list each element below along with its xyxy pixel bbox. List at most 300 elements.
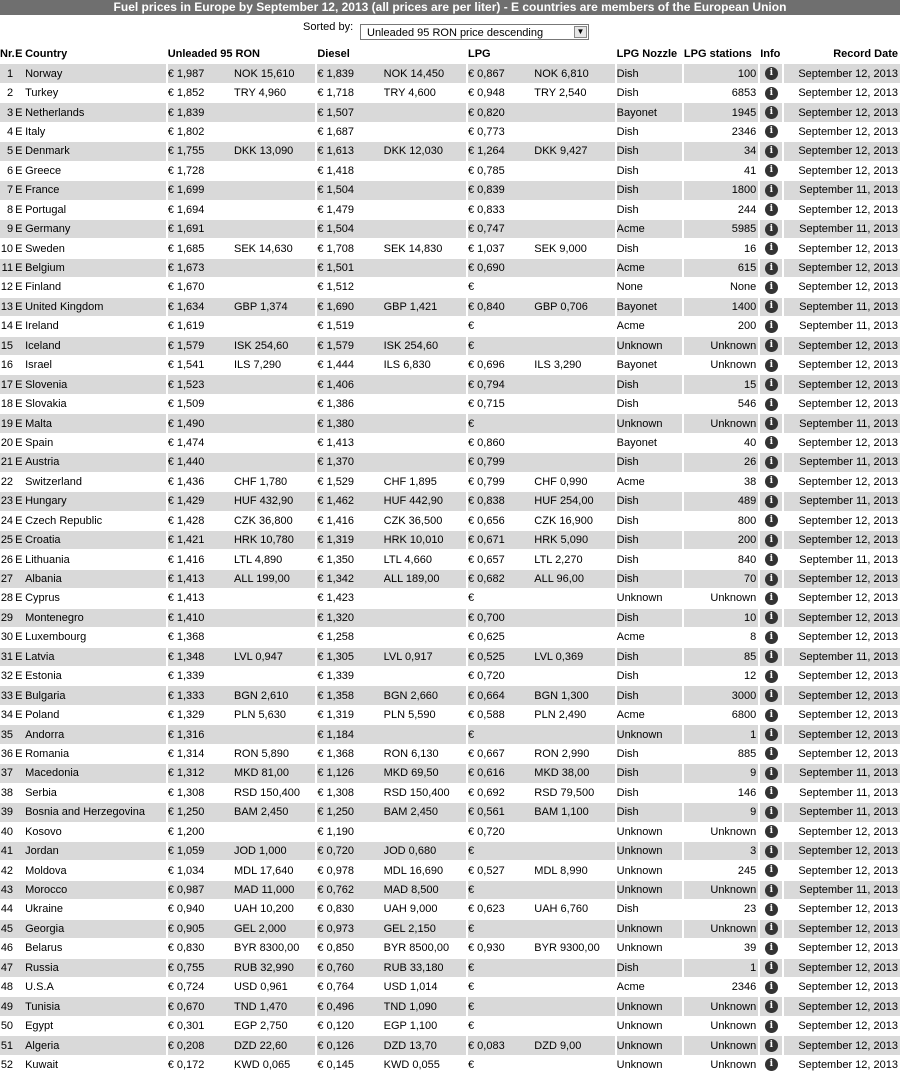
row-lpg-nozzle: Dish bbox=[617, 764, 682, 783]
row-unleaded-local: MAD 11,000 bbox=[234, 880, 315, 899]
info-icon[interactable]: i bbox=[765, 436, 778, 449]
row-eu-flag: E bbox=[15, 550, 25, 569]
info-icon[interactable]: i bbox=[765, 398, 778, 411]
row-lpg-nozzle: Unknown bbox=[617, 589, 682, 608]
row-diesel-local: RUB 33,180 bbox=[384, 958, 466, 977]
row-unleaded-local: GBP 1,374 bbox=[234, 297, 315, 316]
sort-select-value: Unleaded 95 RON price descending bbox=[367, 27, 544, 39]
table-row bbox=[0, 511, 900, 530]
row-lpg-stations: 15 bbox=[684, 375, 758, 394]
info-icon[interactable]: i bbox=[765, 534, 778, 547]
info-icon[interactable]: i bbox=[765, 592, 778, 605]
col-eu[interactable]: E bbox=[15, 45, 25, 64]
col-diesel[interactable]: Diesel bbox=[317, 45, 466, 64]
row-unleaded-eur: € 0,301 bbox=[168, 1016, 234, 1035]
row-record-date: September 12, 2013 bbox=[784, 861, 900, 880]
info-icon[interactable]: i bbox=[765, 747, 778, 760]
row-unleaded-local: TND 1,470 bbox=[234, 997, 315, 1016]
row-unleaded-local bbox=[234, 394, 315, 413]
info-icon[interactable]: i bbox=[765, 961, 778, 974]
row-diesel-eur: € 1,319 bbox=[317, 705, 383, 724]
row-unleaded-local: USD 0,961 bbox=[234, 978, 315, 997]
row-unleaded-local: NOK 15,610 bbox=[234, 64, 315, 83]
row-lpg-local bbox=[534, 1016, 614, 1035]
row-lpg-stations: None bbox=[684, 278, 758, 297]
row-diesel-local: LVL 0,917 bbox=[384, 647, 466, 666]
info-icon[interactable]: i bbox=[765, 903, 778, 916]
info-icon[interactable]: i bbox=[765, 262, 778, 275]
row-lpg-nozzle: Bayonet bbox=[617, 356, 682, 375]
table-row bbox=[0, 725, 900, 744]
row-lpg-nozzle: Dish bbox=[617, 608, 682, 627]
info-icon[interactable]: i bbox=[765, 1000, 778, 1013]
row-unleaded-local bbox=[234, 200, 315, 219]
row-record-date: September 12, 2013 bbox=[784, 686, 900, 705]
row-eu-flag: E bbox=[15, 589, 25, 608]
row-unleaded-local: SEK 14,630 bbox=[234, 239, 315, 258]
row-nr: 52 bbox=[0, 1055, 15, 1074]
row-country: Croatia bbox=[25, 530, 166, 549]
row-unleaded-local bbox=[234, 414, 315, 433]
row-lpg-local: BYR 9300,00 bbox=[534, 939, 614, 958]
row-lpg-stations: 489 bbox=[684, 492, 758, 511]
info-icon[interactable]: i bbox=[765, 456, 778, 469]
row-lpg-nozzle: Dish bbox=[617, 161, 682, 180]
row-diesel-eur: € 1,305 bbox=[317, 647, 383, 666]
info-icon[interactable]: i bbox=[765, 223, 778, 236]
row-eu-flag bbox=[15, 822, 25, 841]
row-lpg-eur: € 0,820 bbox=[468, 103, 534, 122]
row-record-date: September 12, 2013 bbox=[784, 1036, 900, 1055]
row-lpg-nozzle: Unknown bbox=[617, 725, 682, 744]
row-info-cell bbox=[760, 394, 782, 413]
row-lpg-eur: € 0,785 bbox=[468, 161, 534, 180]
row-unleaded-local: RSD 150,400 bbox=[234, 783, 315, 802]
row-record-date: September 11, 2013 bbox=[784, 181, 900, 200]
row-country: Portugal bbox=[25, 200, 166, 219]
row-record-date: September 12, 2013 bbox=[784, 472, 900, 491]
info-icon[interactable]: i bbox=[765, 611, 778, 624]
table-row bbox=[0, 142, 900, 161]
row-eu-flag: E bbox=[15, 219, 25, 238]
row-lpg-nozzle: Dish bbox=[617, 64, 682, 83]
info-icon[interactable]: i bbox=[765, 806, 778, 819]
row-country: Belgium bbox=[25, 258, 166, 277]
row-unleaded-local: KWD 0,065 bbox=[234, 1055, 315, 1074]
row-country: Lithuania bbox=[25, 550, 166, 569]
row-record-date: September 12, 2013 bbox=[784, 258, 900, 277]
info-icon[interactable]: i bbox=[765, 495, 778, 508]
row-info-cell bbox=[760, 142, 782, 161]
table-row bbox=[0, 103, 900, 122]
table-row bbox=[0, 783, 900, 802]
info-icon[interactable]: i bbox=[765, 1020, 778, 1033]
row-diesel-local: USD 1,014 bbox=[384, 978, 466, 997]
row-info-cell bbox=[760, 919, 782, 938]
row-unleaded-eur: € 1,034 bbox=[168, 861, 234, 880]
row-lpg-eur: € bbox=[468, 1055, 534, 1074]
row-eu-flag bbox=[15, 64, 25, 83]
row-record-date: September 12, 2013 bbox=[784, 705, 900, 724]
row-diesel-eur: € 1,613 bbox=[317, 142, 383, 161]
row-info-cell bbox=[760, 997, 782, 1016]
row-info-cell bbox=[760, 297, 782, 316]
row-diesel-eur: € 1,501 bbox=[317, 258, 383, 277]
info-icon[interactable]: i bbox=[765, 67, 778, 80]
row-diesel-local: EGP 1,100 bbox=[384, 1016, 466, 1035]
row-diesel-eur: € 1,444 bbox=[317, 356, 383, 375]
row-nr: 34 bbox=[0, 705, 15, 724]
row-lpg-eur: € 0,839 bbox=[468, 181, 534, 200]
row-nr: 38 bbox=[0, 783, 15, 802]
info-icon[interactable]: i bbox=[765, 650, 778, 663]
row-diesel-eur: € 1,358 bbox=[317, 686, 383, 705]
row-unleaded-local: HRK 10,780 bbox=[234, 530, 315, 549]
table-row bbox=[0, 258, 900, 277]
row-nr: 23 bbox=[0, 492, 15, 511]
table-row bbox=[0, 958, 900, 977]
info-icon[interactable]: i bbox=[765, 514, 778, 527]
row-diesel-eur: € 1,368 bbox=[317, 744, 383, 763]
row-diesel-local bbox=[384, 122, 466, 141]
row-diesel-eur: € 0,973 bbox=[317, 919, 383, 938]
row-nr: 46 bbox=[0, 939, 15, 958]
row-lpg-stations: 9 bbox=[684, 764, 758, 783]
row-record-date: September 11, 2013 bbox=[784, 414, 900, 433]
row-diesel-eur: € 1,504 bbox=[317, 181, 383, 200]
table-row bbox=[0, 647, 900, 666]
row-unleaded-eur: € 1,314 bbox=[168, 744, 234, 763]
info-icon[interactable]: i bbox=[765, 981, 778, 994]
row-info-cell bbox=[760, 414, 782, 433]
row-lpg-nozzle: Unknown bbox=[617, 822, 682, 841]
info-icon[interactable]: i bbox=[765, 242, 778, 255]
row-lpg-stations: 885 bbox=[684, 744, 758, 763]
info-icon[interactable]: i bbox=[765, 320, 778, 333]
row-lpg-nozzle: Acme bbox=[617, 317, 682, 336]
row-lpg-nozzle: Unknown bbox=[617, 939, 682, 958]
row-country: Slovenia bbox=[25, 375, 166, 394]
row-lpg-nozzle: Unknown bbox=[617, 841, 682, 860]
row-lpg-nozzle: Dish bbox=[617, 686, 682, 705]
info-icon[interactable]: i bbox=[765, 106, 778, 119]
row-diesel-local: JOD 0,680 bbox=[384, 841, 466, 860]
row-diesel-local bbox=[384, 453, 466, 472]
info-icon[interactable]: i bbox=[765, 922, 778, 935]
col-lpg-nozzle[interactable]: LPG Nozzle bbox=[617, 45, 682, 64]
info-icon[interactable]: i bbox=[765, 864, 778, 877]
sort-select[interactable] bbox=[360, 24, 589, 40]
row-lpg-eur: € bbox=[468, 841, 534, 860]
table-row bbox=[0, 356, 900, 375]
row-country: Israel bbox=[25, 356, 166, 375]
row-diesel-local: HUF 442,90 bbox=[384, 492, 466, 511]
row-lpg-nozzle: Dish bbox=[617, 492, 682, 511]
row-country: Greece bbox=[25, 161, 166, 180]
row-lpg-local: CHF 0,990 bbox=[534, 472, 614, 491]
row-diesel-local: DZD 13,70 bbox=[384, 1036, 466, 1055]
row-lpg-nozzle: Dish bbox=[617, 900, 682, 919]
row-record-date: September 12, 2013 bbox=[784, 433, 900, 452]
table-row bbox=[0, 64, 900, 83]
info-icon[interactable]: i bbox=[765, 145, 778, 158]
row-eu-flag bbox=[15, 83, 25, 102]
row-lpg-eur: € 0,838 bbox=[468, 492, 534, 511]
row-info-cell bbox=[760, 744, 782, 763]
row-lpg-local: NOK 6,810 bbox=[534, 64, 614, 83]
row-record-date: September 12, 2013 bbox=[784, 569, 900, 588]
info-icon[interactable]: i bbox=[765, 378, 778, 391]
row-lpg-local: HRK 5,090 bbox=[534, 530, 614, 549]
row-diesel-local: MDL 16,690 bbox=[384, 861, 466, 880]
row-lpg-local bbox=[534, 958, 614, 977]
row-country: Cyprus bbox=[25, 589, 166, 608]
row-lpg-local bbox=[534, 394, 614, 413]
row-eu-flag: E bbox=[15, 492, 25, 511]
row-lpg-nozzle: Bayonet bbox=[617, 103, 682, 122]
row-eu-flag: E bbox=[15, 628, 25, 647]
row-unleaded-eur: € 1,429 bbox=[168, 492, 234, 511]
row-nr: 12 bbox=[0, 278, 15, 297]
row-diesel-eur: € 1,462 bbox=[317, 492, 383, 511]
row-diesel-eur: € 1,126 bbox=[317, 764, 383, 783]
row-diesel-local bbox=[384, 667, 466, 686]
row-unleaded-local bbox=[234, 628, 315, 647]
info-icon[interactable]: i bbox=[765, 689, 778, 702]
info-icon[interactable]: i bbox=[765, 475, 778, 488]
row-diesel-local: HRK 10,010 bbox=[384, 530, 466, 549]
col-lpg[interactable]: LPG bbox=[468, 45, 615, 64]
row-diesel-eur: € 1,708 bbox=[317, 239, 383, 258]
info-icon[interactable]: i bbox=[765, 203, 778, 216]
col-country[interactable]: Country bbox=[25, 45, 166, 64]
table-row bbox=[0, 667, 900, 686]
row-country: Austria bbox=[25, 453, 166, 472]
row-lpg-nozzle: Unknown bbox=[617, 1016, 682, 1035]
table-row bbox=[0, 939, 900, 958]
row-diesel-local: CHF 1,895 bbox=[384, 472, 466, 491]
row-record-date: September 12, 2013 bbox=[784, 744, 900, 763]
row-unleaded-local bbox=[234, 181, 315, 200]
row-eu-flag bbox=[15, 841, 25, 860]
row-eu-flag bbox=[15, 608, 25, 627]
table-row bbox=[0, 492, 900, 511]
table-row bbox=[0, 239, 900, 258]
row-lpg-local: LTL 2,270 bbox=[534, 550, 614, 569]
row-nr: 6 bbox=[0, 161, 15, 180]
table-row bbox=[0, 978, 900, 997]
table-row bbox=[0, 200, 900, 219]
row-nr: 11 bbox=[0, 258, 15, 277]
table-row bbox=[0, 705, 900, 724]
table-row bbox=[0, 394, 900, 413]
row-unleaded-local bbox=[234, 667, 315, 686]
info-icon[interactable]: i bbox=[765, 728, 778, 741]
row-lpg-local bbox=[534, 997, 614, 1016]
info-icon[interactable]: i bbox=[765, 631, 778, 644]
row-diesel-local: DKK 12,030 bbox=[384, 142, 466, 161]
row-lpg-local bbox=[534, 278, 614, 297]
row-lpg-nozzle: Unknown bbox=[617, 919, 682, 938]
chevron-down-icon[interactable]: ▼ bbox=[574, 26, 587, 38]
row-lpg-local bbox=[534, 317, 614, 336]
row-eu-flag bbox=[15, 356, 25, 375]
row-lpg-eur: € 0,664 bbox=[468, 686, 534, 705]
row-lpg-stations: 85 bbox=[684, 647, 758, 666]
row-lpg-nozzle: Unknown bbox=[617, 414, 682, 433]
row-diesel-eur: € 1,258 bbox=[317, 628, 383, 647]
info-icon[interactable]: i bbox=[765, 281, 778, 294]
row-country: United Kingdom bbox=[25, 297, 166, 316]
info-icon[interactable]: i bbox=[765, 339, 778, 352]
table-row bbox=[0, 628, 900, 647]
row-country: Poland bbox=[25, 705, 166, 724]
row-lpg-stations: 800 bbox=[684, 511, 758, 530]
row-lpg-stations: Unknown bbox=[684, 589, 758, 608]
row-eu-flag: E bbox=[15, 278, 25, 297]
row-lpg-nozzle: Acme bbox=[617, 628, 682, 647]
info-icon[interactable]: i bbox=[765, 359, 778, 372]
row-country: Italy bbox=[25, 122, 166, 141]
row-lpg-local: UAH 6,760 bbox=[534, 900, 614, 919]
row-diesel-local bbox=[384, 822, 466, 841]
info-icon[interactable]: i bbox=[765, 125, 778, 138]
info-icon[interactable]: i bbox=[765, 786, 778, 799]
row-lpg-local bbox=[534, 453, 614, 472]
row-record-date: September 11, 2013 bbox=[784, 317, 900, 336]
table-row bbox=[0, 900, 900, 919]
row-lpg-local: MKD 38,00 bbox=[534, 764, 614, 783]
row-info-cell bbox=[760, 725, 782, 744]
info-icon[interactable]: i bbox=[765, 884, 778, 897]
info-icon[interactable]: i bbox=[765, 767, 778, 780]
row-lpg-nozzle: Acme bbox=[617, 472, 682, 491]
row-nr: 51 bbox=[0, 1036, 15, 1055]
col-unleaded[interactable]: Unleaded 95 RON bbox=[168, 45, 316, 64]
info-icon[interactable]: i bbox=[765, 1058, 778, 1071]
row-lpg-local bbox=[534, 725, 614, 744]
info-icon[interactable]: i bbox=[765, 184, 778, 197]
row-nr: 49 bbox=[0, 997, 15, 1016]
row-lpg-local: DKK 9,427 bbox=[534, 142, 614, 161]
info-icon[interactable]: i bbox=[765, 845, 778, 858]
row-info-cell bbox=[760, 433, 782, 452]
col-record-date[interactable]: Record Date bbox=[784, 45, 900, 64]
row-diesel-local bbox=[384, 103, 466, 122]
info-icon[interactable]: i bbox=[765, 709, 778, 722]
row-info-cell bbox=[760, 589, 782, 608]
row-lpg-local bbox=[534, 336, 614, 355]
row-lpg-eur: € 0,930 bbox=[468, 939, 534, 958]
row-record-date: September 12, 2013 bbox=[784, 628, 900, 647]
row-info-cell bbox=[760, 492, 782, 511]
row-lpg-stations: Unknown bbox=[684, 919, 758, 938]
table-row bbox=[0, 1055, 900, 1074]
row-info-cell bbox=[760, 356, 782, 375]
row-unleaded-local: HUF 432,90 bbox=[234, 492, 315, 511]
row-lpg-eur: € 0,747 bbox=[468, 219, 534, 238]
row-eu-flag bbox=[15, 336, 25, 355]
row-lpg-local: HUF 254,00 bbox=[534, 492, 614, 511]
row-unleaded-local: BGN 2,610 bbox=[234, 686, 315, 705]
row-nr: 44 bbox=[0, 900, 15, 919]
row-lpg-stations: 1945 bbox=[684, 103, 758, 122]
info-icon[interactable]: i bbox=[765, 164, 778, 177]
row-unleaded-eur: € 1,579 bbox=[168, 336, 234, 355]
row-lpg-local bbox=[534, 978, 614, 997]
row-lpg-local: SEK 9,000 bbox=[534, 239, 614, 258]
row-lpg-eur: € 0,667 bbox=[468, 744, 534, 763]
row-lpg-eur: € bbox=[468, 317, 534, 336]
row-lpg-local bbox=[534, 841, 614, 860]
row-diesel-local: MKD 69,50 bbox=[384, 764, 466, 783]
row-nr: 45 bbox=[0, 919, 15, 938]
row-unleaded-eur: € 1,755 bbox=[168, 142, 234, 161]
info-icon[interactable]: i bbox=[765, 553, 778, 566]
row-unleaded-eur: € 1,673 bbox=[168, 258, 234, 277]
row-lpg-stations: 1400 bbox=[684, 297, 758, 316]
row-nr: 17 bbox=[0, 375, 15, 394]
row-eu-flag: E bbox=[15, 375, 25, 394]
row-country: Belarus bbox=[25, 939, 166, 958]
row-diesel-local bbox=[384, 200, 466, 219]
row-info-cell bbox=[760, 181, 782, 200]
row-unleaded-eur: € 1,802 bbox=[168, 122, 234, 141]
row-unleaded-eur: € 1,699 bbox=[168, 181, 234, 200]
row-unleaded-eur: € 0,940 bbox=[168, 900, 234, 919]
info-icon[interactable]: i bbox=[765, 87, 778, 100]
row-info-cell bbox=[760, 375, 782, 394]
row-nr: 32 bbox=[0, 667, 15, 686]
row-country: Macedonia bbox=[25, 764, 166, 783]
info-icon[interactable]: i bbox=[765, 417, 778, 430]
row-info-cell bbox=[760, 861, 782, 880]
row-diesel-eur: € 1,386 bbox=[317, 394, 383, 413]
row-eu-flag: E bbox=[15, 414, 25, 433]
row-unleaded-local: TRY 4,960 bbox=[234, 83, 315, 102]
row-info-cell bbox=[760, 453, 782, 472]
row-country: Czech Republic bbox=[25, 511, 166, 530]
row-record-date: September 11, 2013 bbox=[784, 453, 900, 472]
info-icon[interactable]: i bbox=[765, 825, 778, 838]
row-nr: 9 bbox=[0, 219, 15, 238]
info-icon[interactable]: i bbox=[765, 300, 778, 313]
row-unleaded-eur: € 1,541 bbox=[168, 356, 234, 375]
row-unleaded-local: UAH 10,200 bbox=[234, 900, 315, 919]
row-lpg-stations: 1 bbox=[684, 958, 758, 977]
row-country: Egypt bbox=[25, 1016, 166, 1035]
row-info-cell bbox=[760, 608, 782, 627]
row-diesel-eur: € 1,184 bbox=[317, 725, 383, 744]
info-icon[interactable]: i bbox=[765, 942, 778, 955]
col-nr[interactable]: Nr. bbox=[0, 45, 15, 64]
row-diesel-local: ALL 189,00 bbox=[384, 569, 466, 588]
info-icon[interactable]: i bbox=[765, 1039, 778, 1052]
row-diesel-eur: € 1,479 bbox=[317, 200, 383, 219]
info-icon[interactable]: i bbox=[765, 573, 778, 586]
col-lpg-stations[interactable]: LPG stations bbox=[684, 45, 758, 64]
row-record-date: September 12, 2013 bbox=[784, 997, 900, 1016]
row-nr: 39 bbox=[0, 803, 15, 822]
row-info-cell bbox=[760, 64, 782, 83]
row-info-cell bbox=[760, 841, 782, 860]
info-icon[interactable]: i bbox=[765, 670, 778, 683]
row-info-cell bbox=[760, 880, 782, 899]
row-lpg-nozzle: Dish bbox=[617, 83, 682, 102]
row-nr: 16 bbox=[0, 356, 15, 375]
row-eu-flag: E bbox=[15, 181, 25, 200]
row-lpg-stations: 9 bbox=[684, 803, 758, 822]
